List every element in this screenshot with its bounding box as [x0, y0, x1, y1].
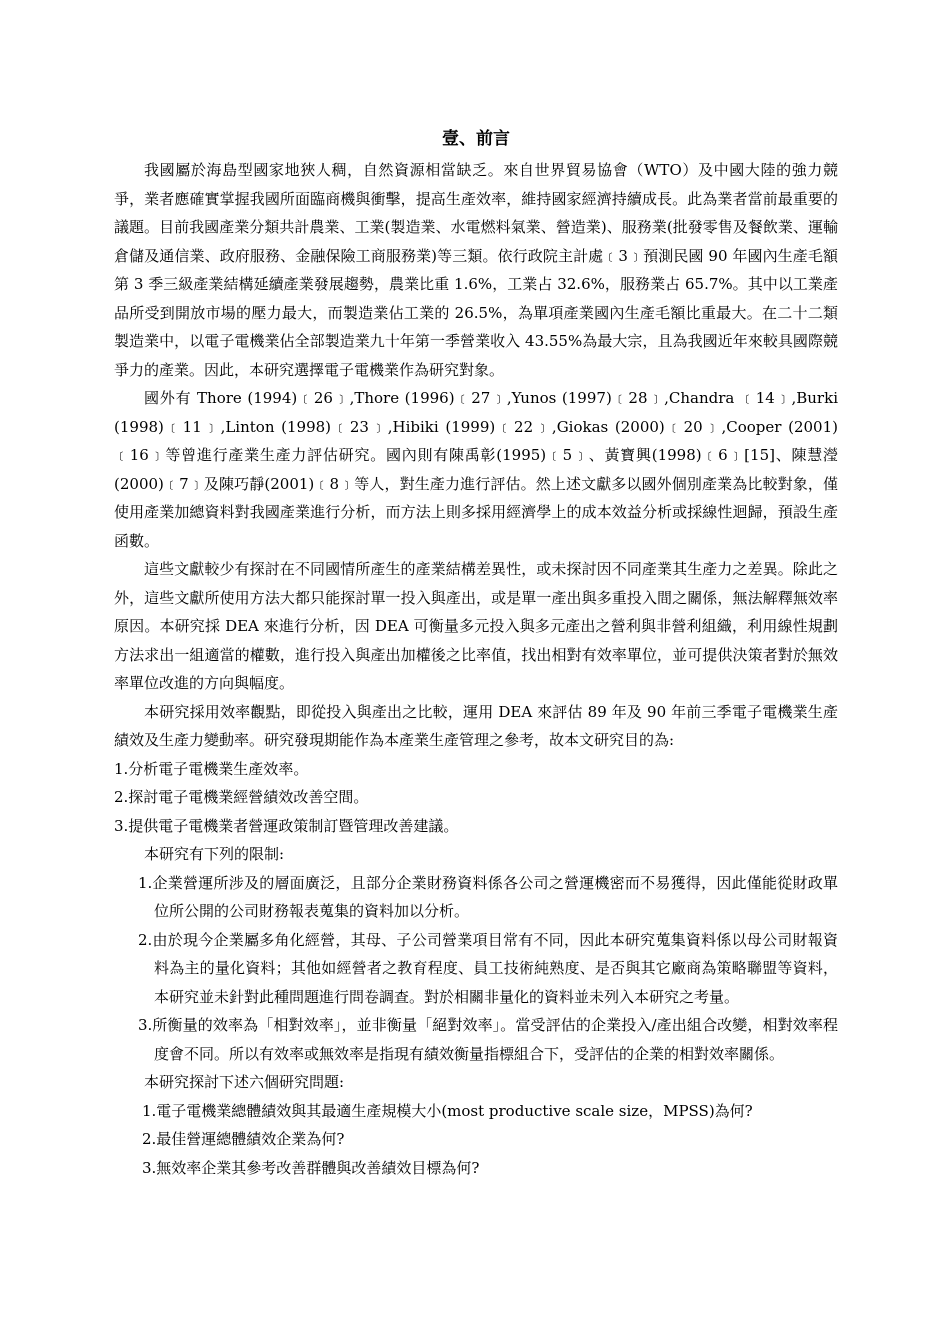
objective-item: 2.探討電子電機業經營績效改善空間。	[114, 788, 369, 806]
objective-item: 1.分析電子電機業生產效率。	[114, 759, 309, 778]
section-title: 壹、前言	[442, 129, 510, 149]
question-item: 3.無效率企業其參考改善群體與改善績效目標為何?	[142, 1158, 480, 1177]
limitation-item: 3.所衡量的效率為「相對效率」，並非衡量「絕對效率」。當受評估的企業投入/產出組合改變，相對效率程度會不同。所以有效率或無效率是指現有績效衡量指標組合下，受評估的企業的相對效率關係。	[138, 1016, 838, 1063]
purpose-paragraph: 本研究採用效率觀點，即從投入與產出之比較，運用 DEA 來評估 89 年及 90 年前三季電子電機業生產績效及生產力變動率。研究發現期能作為本產業生產管理之參考，故本文研究目的為:	[114, 702, 838, 749]
question-item: 2.最佳營運總體績效企業為何?	[142, 1130, 345, 1148]
question-item: 1.電子電機業總體績效與其最適生產規模大小(most productive scale size，MPSS)為何?	[142, 1101, 753, 1120]
limitation-item: 2.由於現今企業屬多角化經營，其母、子公司營業項目常有不同，因此本研究蒐集資料係以母公司財報資料為主的量化資料；其他如經營者之教育程度、員工技術純熟度、是否與其它廠商為策略聯盟等資料，本研究並未針對此種問題進行問卷調查。對於相關非量化的資料並未列入本研究之考量。	[138, 930, 838, 1006]
limitation-item: 1.企業營運所涉及的層面廣泛，且部分企業財務資料係各公司之營運機密而不易獲得，因此僅能從財政單位所公開的公司財務報表蒐集的資料加以分析。	[138, 873, 838, 920]
literature-paragraph: 國外有 Thore (1994)﹝26﹞,Thore (1996)﹝27﹞,Yunos (1997)﹝28﹞,Chandra ﹝14﹞,Burki (1998)﹝11﹞,Linton (1998)﹝23﹞,Hibiki (1999)﹝22﹞,Giokas (2000)﹝20﹞,Cooper (2001)﹝16﹞等曾進行產業生產力評估研究。國內則有陳禹彰(1995)﹝5﹞、黃寶興(1998)﹝6﹞[15]、陳慧瀅(2000)﹝7﹞及陳巧靜(2001)﹝8﹞等人，對生產力進行評估。然上述文獻多以國外個別產業為比較對象，僅使用產業加總資料對我國產業進行分析，而方法上則多採用經濟學上的成本效益分析或採線性迴歸，預設生產函數。	[114, 389, 838, 550]
intro-paragraph: 我國屬於海島型國家地狹人稠，自然資源相當缺乏。來自世界貿易協會（WTO）及中國大陸的強力競爭，業者應確實掌握我國所面臨商機與衝擊，提高生產效率，維持國家經濟持續成長。此為業者當前最重要的議題。目前我國產業分類共計農業、工業(製造業、水電燃料氣業、營造業)、服務業(批發零售及餐飲業、運輸倉儲及通信業、政府服務、金融保險工商服務業)等三類。依行政院主計處﹝3﹞預測民國 90 年國內生產毛額第 3 季三級產業結構延續產業發展趨勢，農業比重 1.6%，工業占 32.6%，服務業占 65.7%。其中以工業產品所受到開放市場的壓力最大，而製造業佔工業的 26.5%，為單項產業國內生產毛額比重最大。在二十二類製造業中，以電子電機業佔全部製造業九十年第一季營業收入 43.55%為最大宗，且為我國近年來較具國際競爭力的產業。因此，本研究選擇電子電機業作為研究對象。	[114, 161, 838, 379]
objective-item: 3.提供電子電機業者營運政策制訂暨管理改善建議。	[114, 816, 459, 835]
document-page	[114, 124, 838, 1182]
gap-paragraph: 這些文獻較少有探討在不同國情所產生的產業結構差異性，或未探討因不同產業其生產力之差異。除此之外，這些文獻所使用方法大都只能探討單一投入與產出，或是單一產出與多重投入間之關係，無法解釋無效率原因。本研究採 DEA 來進行分析，因 DEA 可衡量多元投入與多元產出之營利與非營利組織，利用線性規劃方法求出一組適當的權數，進行投入與產出加權後之比率值，找出相對有效率單位，並可提供決策者對於無效率單位改進的方向與幅度。	[114, 560, 838, 692]
limitations-intro: 本研究有下列的限制:	[144, 845, 285, 863]
questions-intro: 本研究探討下述六個研究問題:	[144, 1073, 345, 1091]
